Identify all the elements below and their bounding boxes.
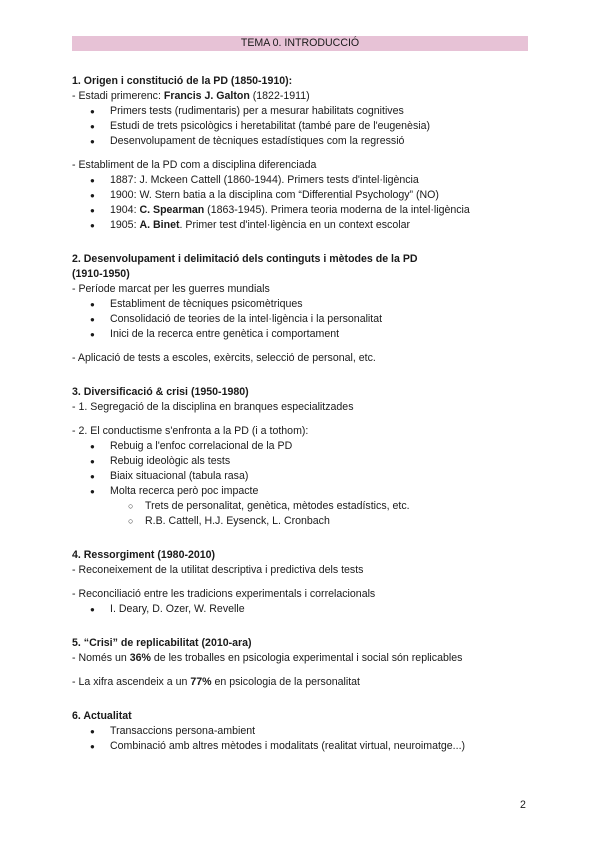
section-3-title: 3. Diversificació & crisi (1950-1980)	[72, 386, 249, 398]
list-item: ● Consolidació de teories de la intel·ligència i la personalitat	[110, 312, 528, 327]
section-3-bullets	[72, 439, 528, 529]
section-6-bullets	[72, 724, 528, 754]
section-4-paragraph-1: - Reconeixement de la utilitat descriptiva i predictiva dels tests	[72, 564, 364, 576]
section-2-title-line-2: (1910-1950)	[72, 268, 130, 280]
binet-name: A. Binet	[139, 219, 180, 231]
list-item: ● Estudi de trets psicològics i heretabilitat (també pare de l'eugenèsia)	[110, 119, 528, 134]
section-5-paragraph-1: - Només un 36% de les troballes en psicologia experimental i social són replicables	[72, 652, 463, 664]
section-4-title: 4. Ressorgiment (1980-2010)	[72, 549, 216, 561]
section-2-bullets	[72, 297, 528, 342]
section-1-title: 1. Origen i constitució de la PD (1850-1910):	[72, 75, 293, 87]
galton-name: Francis J. Galton	[163, 90, 250, 102]
section-6-title: 6. Actualitat	[72, 710, 132, 722]
list-item: ● Inici de la recerca entre genètica i comportament	[110, 327, 528, 342]
list-item: ● 1904: C. Spearman (1863-1945). Primera teoria moderna de la intel·ligència	[110, 203, 528, 218]
section-2-paragraph-1: - Període marcat per les guerres mundials	[72, 283, 270, 295]
section-3-paragraph-2: - 2. El conductisme s'enfronta a la PD (i a tothom):	[72, 425, 309, 437]
replicability-77-value: 77%	[190, 676, 212, 688]
spearman-name: C. Spearman	[139, 204, 205, 216]
section-5-paragraph-2: - La xifra ascendeix a un 77% en psicologia de la personalitat	[72, 676, 360, 688]
section-4-bullets	[72, 602, 528, 617]
list-item: ● Molta recerca però poc impacte ○ Trets de personalitat, genètica, mètodes estadístics, etc. ○ R.B. Cattell, H.J. Eysenck, L. Cronbach	[110, 484, 528, 529]
list-item: ● Transaccions persona-ambient	[110, 724, 528, 739]
section-1-paragraph-1: - Estadi primerenc: Francis J. Galton (1822-1911)	[72, 90, 310, 102]
list-item: ● 1887: J. Mckeen Cattell (1860-1944). Primers tests d'intel·ligència	[110, 173, 528, 188]
list-item: ● Biaix situacional (tabula rasa)	[110, 469, 528, 484]
section-1-bullets-2	[72, 173, 528, 233]
list-item: ● 1905: A. Binet. Primer test d'intel·ligència en un context escolar	[110, 218, 528, 233]
section-3-sub-bullets	[110, 499, 528, 529]
section-1-bullets-1	[72, 104, 528, 149]
page-header-bar	[72, 36, 528, 51]
section-2-title: 2. Desenvolupament i delimitació dels continguts i mètodes de la PD	[72, 253, 418, 265]
list-item: ● Combinació amb altres mètodes i modalitats (realitat virtual, neuroimatge...)	[110, 739, 528, 754]
list-item: ● Rebuig ideològic als tests	[110, 454, 528, 469]
list-item: ● Rebuig a l'enfoc correlacional de la PD	[110, 439, 528, 454]
document-page	[72, 36, 528, 754]
list-item: ● Establiment de tècniques psicomètriques	[110, 297, 528, 312]
replicability-36-value: 36%	[129, 652, 151, 664]
page-number: 2	[520, 799, 526, 811]
section-5-title: 5. “Crisi” de replicabilitat (2010-ara)	[72, 637, 252, 649]
list-item: ● Primers tests (rudimentaris) per a mesurar habilitats cognitives	[110, 104, 528, 119]
list-item: ○ R.B. Cattell, H.J. Eysenck, L. Cronbach	[145, 514, 528, 529]
list-item: ● I. Deary, D. Ozer, W. Revelle	[110, 602, 528, 617]
section-3-paragraph-1: - 1. Segregació de la disciplina en branques especialitzades	[72, 401, 354, 413]
section-4-paragraph-2: - Reconciliació entre les tradicions experimentals i correlacionals	[72, 588, 376, 600]
list-item: ● 1900: W. Stern batia a la disciplina com “Differential Psychology” (NO)	[110, 188, 528, 203]
page-header-title: TEMA 0. INTRODUCCIÓ	[240, 37, 360, 49]
section-2-paragraph-2: - Aplicació de tests a escoles, exèrcits, selecció de personal, etc.	[72, 352, 376, 364]
list-item: ● Desenvolupament de tècniques estadístiques com la regressió	[110, 134, 528, 149]
section-1-paragraph-2: - Establiment de la PD com a disciplina diferenciada	[72, 159, 317, 171]
list-item: ○ Trets de personalitat, genètica, mètodes estadístics, etc.	[145, 499, 528, 514]
